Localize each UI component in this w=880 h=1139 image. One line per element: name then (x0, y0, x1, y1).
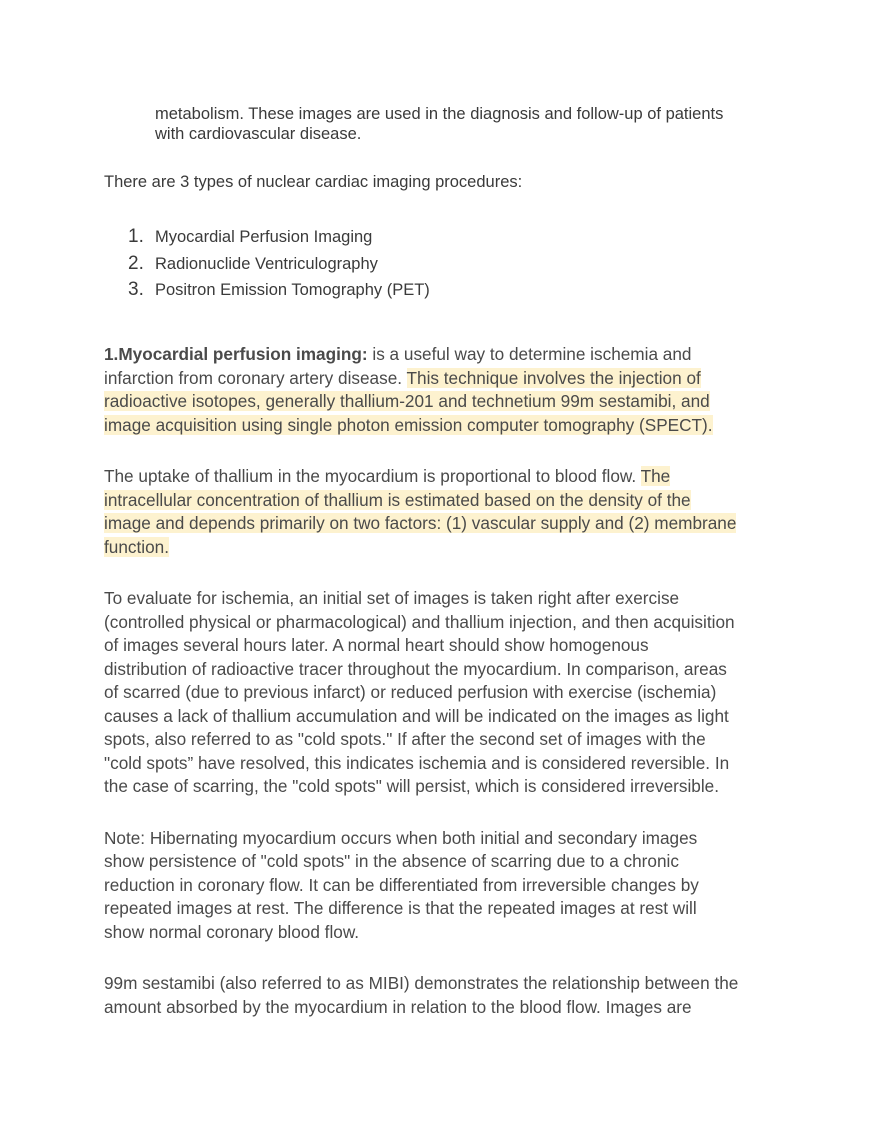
text-segment: amount absorbed by the myocardium in relation to the blood flow. Images are (104, 996, 692, 1017)
text-line (104, 658, 794, 682)
list-label: Positron Emission Tomography (PET) (155, 281, 430, 299)
text-line (104, 897, 794, 921)
text-line (104, 972, 794, 996)
text-segment: "cold spots” have resolved, this indicates ischemia and is considered reversible. In (104, 752, 730, 773)
list-item (128, 226, 430, 253)
highlighted-text: image and depends primarily on two factors: (1) vascular supply and (2) membrane (104, 513, 737, 533)
text-line (104, 414, 794, 438)
text-line (104, 390, 794, 414)
paragraph (104, 587, 794, 799)
text-segment: is a useful way to determine ischemia and (367, 344, 692, 364)
text-line (104, 874, 794, 898)
text-segment: causes a lack of thallium accumulation and will be indicated on the images as light (104, 705, 729, 726)
procedures-lead: There are 3 types of nuclear cardiac imaging procedures: (104, 173, 523, 191)
list-item (128, 279, 430, 306)
paragraph (104, 827, 794, 945)
text-line (104, 775, 794, 799)
text-line (104, 634, 794, 658)
bold-heading: 1.Myocardial perfusion imaging: (104, 344, 368, 364)
text-segment: of images several hours later. A normal heart should show homogenous (104, 635, 649, 655)
text-line (104, 728, 794, 752)
highlighted-text: intracellular concentration of thallium is estimated based on the density of the (104, 489, 691, 510)
text-segment: reduction in coronary flow. It can be differentiated from irreversible changes by (104, 874, 699, 895)
text-line (104, 343, 794, 367)
text-line (104, 681, 794, 705)
highlighted-text: radioactive isotopes, generally thallium-201 and technetium 99m sestamibi, and (104, 391, 710, 411)
text-segment: infarction from coronary artery disease. (104, 367, 407, 388)
text-segment: repeated images at rest. The difference is that the repeated images at rest will (104, 898, 697, 918)
article-body (104, 343, 794, 1047)
text-line (104, 827, 794, 851)
text-segment: spots, also referred to as "cold spots." If after the second set of images with the (104, 729, 706, 749)
highlighted-text: This technique involves the injection of (406, 367, 701, 388)
intro-line: with cardiovascular disease. (155, 125, 362, 143)
list-number: 2. (128, 252, 144, 274)
paragraph (104, 465, 794, 559)
text-segment: distribution of radioactive tracer throughout the myocardium. In comparison, areas (104, 658, 727, 679)
text-segment: the case of scarring, the "cold spots" will persist, which is considered irreversible. (104, 776, 719, 796)
text-segment: (controlled physical or pharmacological) and thallium injection, and then acquisition (104, 611, 735, 632)
text-segment: show persistence of "cold spots" in the absence of scarring due to a chronic (104, 851, 679, 871)
text-line (104, 921, 794, 945)
text-line (104, 705, 794, 729)
text-segment: Note: Hibernating myocardium occurs when both initial and secondary images (104, 827, 698, 848)
text-line (104, 587, 794, 611)
text-segment: of scarred (due to previous infarct) or reduced perfusion with exercise (ischemia) (104, 682, 717, 702)
intro-line: metabolism. These images are used in the diagnosis and follow-up of patients (155, 105, 724, 123)
text-line (104, 367, 794, 391)
procedures-list (128, 226, 430, 306)
text-line (104, 465, 794, 489)
text-line (104, 850, 794, 874)
list-number: 1. (128, 226, 144, 247)
text-segment: The uptake of thallium in the myocardium is proportional to blood flow. (104, 466, 641, 486)
text-line (104, 611, 794, 635)
highlighted-text: The (640, 466, 671, 486)
list-label: Radionuclide Ventriculography (155, 254, 378, 273)
list-item (128, 253, 430, 280)
list-label: Myocardial Perfusion Imaging (155, 228, 373, 246)
paragraph (104, 972, 794, 1019)
paragraph (104, 343, 794, 437)
text-line (104, 512, 794, 536)
text-line (104, 489, 794, 513)
text-segment: To evaluate for ischemia, an initial set of images is taken right after exercise (104, 588, 680, 608)
text-line (104, 536, 794, 560)
highlighted-text: image acquisition using single photon emission computer tomography (SPECT). (104, 414, 713, 435)
highlighted-text: function. (104, 536, 169, 557)
text-segment: show normal coronary blood flow. (104, 921, 360, 942)
text-line (104, 752, 794, 776)
intro-paragraph (155, 104, 723, 144)
text-line (104, 996, 794, 1020)
text-segment: 99m sestamibi (also referred to as MIBI) demonstrates the relationship between the (104, 973, 739, 993)
list-number: 3. (128, 279, 144, 300)
